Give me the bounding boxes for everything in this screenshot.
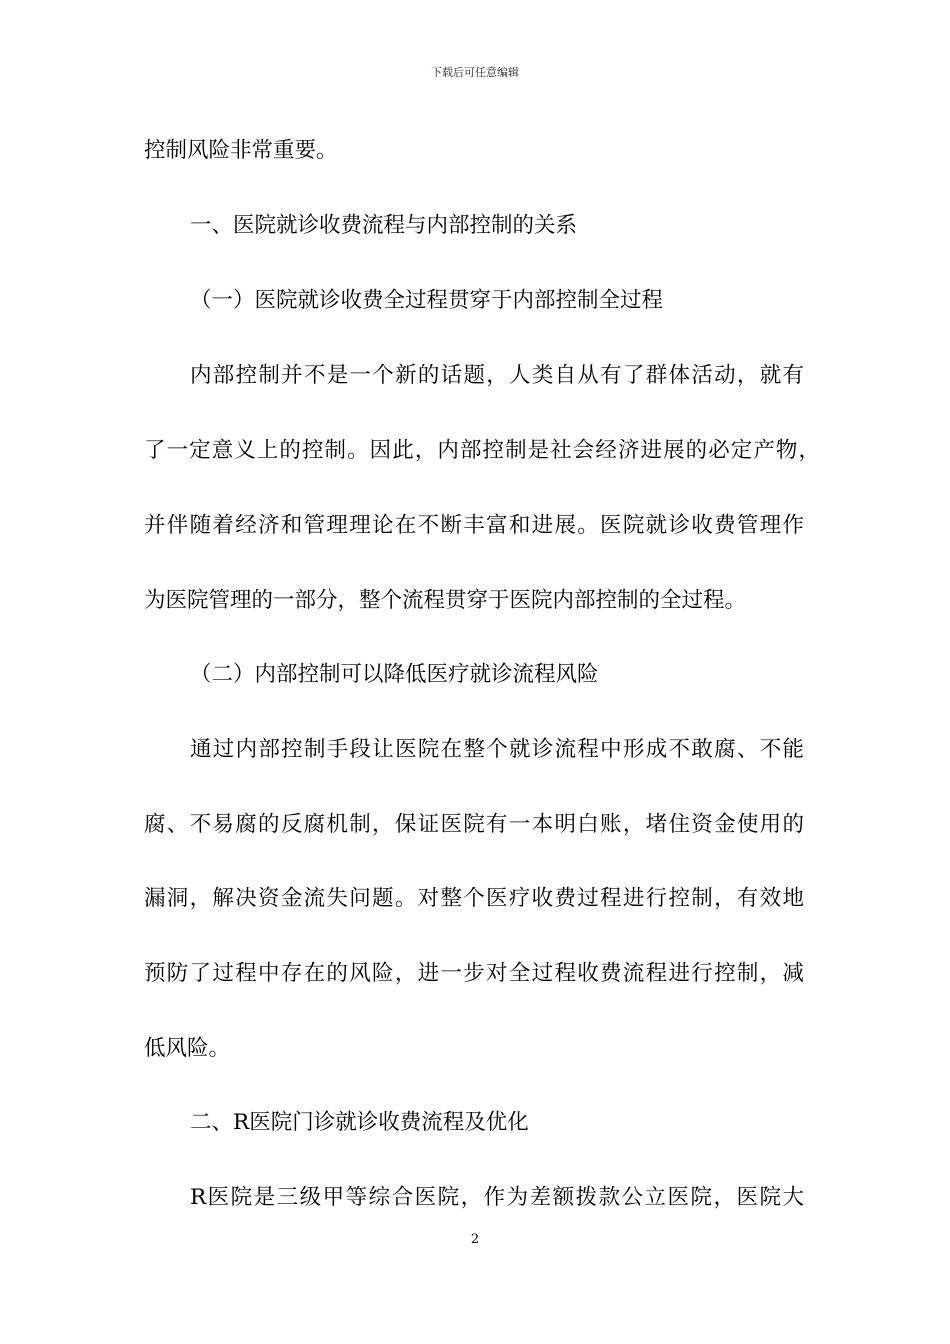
body-line — [0, 586, 950, 616]
subsection-heading — [0, 660, 950, 690]
page-number: 2 — [470, 1232, 480, 1247]
body-line — [0, 884, 950, 914]
body-text: 并伴随着经济和管理理论在不断丰富和进展。医院就诊收费管理作 — [144, 513, 804, 538]
body-line — [0, 735, 950, 765]
body-line — [0, 1034, 950, 1064]
body-text: 漏洞，解决资金流失问题。对整个医疗收费过程进行控制，有效地 — [144, 886, 804, 911]
body-text: 了一定意义上的控制。因此，内部控制是社会经济进展的必定产物， — [144, 438, 820, 463]
page-header: 下载后可任意编辑 — [431, 66, 519, 79]
body-text: 内部控制并不是一个新的话题，人类自从有了群体活动，就有 — [190, 363, 804, 388]
body-text: 腐、不易腐的反腐机制，保证医院有一本明白账，堵住资金使用的 — [144, 812, 804, 837]
subsection-heading-text: （二）内部控制可以降低医疗就诊流程风险 — [190, 662, 599, 687]
subsection-heading — [0, 286, 950, 316]
body-line — [0, 361, 950, 391]
body-line — [0, 436, 950, 466]
body-line — [0, 511, 950, 541]
section-heading — [0, 1108, 950, 1138]
subsection-heading-text: （一）医院就诊收费全过程贯穿于内部控制全过程 — [190, 288, 664, 313]
body-line — [0, 959, 950, 989]
section-heading — [0, 211, 950, 241]
section-heading-text: 二、R医院门诊就诊收费流程及优化 — [190, 1110, 529, 1135]
body-text: 控制风险非常重要。 — [144, 138, 338, 163]
body-text: 通过内部控制手段让医院在整个就诊流程中形成不敢腐、不能 — [190, 737, 804, 762]
body-line — [0, 810, 950, 840]
body-text: 低风险。 — [144, 1036, 231, 1061]
body-text: R医院是三级甲等综合医院，作为差额拨款公立医院，医院大 — [190, 1185, 804, 1210]
body-text: 预防了过程中存在的风险，进一步对全过程收费流程进行控制，减 — [144, 961, 804, 986]
section-heading-text: 一、医院就诊收费流程与内部控制的关系 — [190, 213, 578, 238]
body-line — [0, 1183, 950, 1213]
body-text: 为医院管理的一部分，整个流程贯穿于医院内部控制的全过程。 — [144, 588, 747, 613]
body-line — [0, 136, 950, 166]
